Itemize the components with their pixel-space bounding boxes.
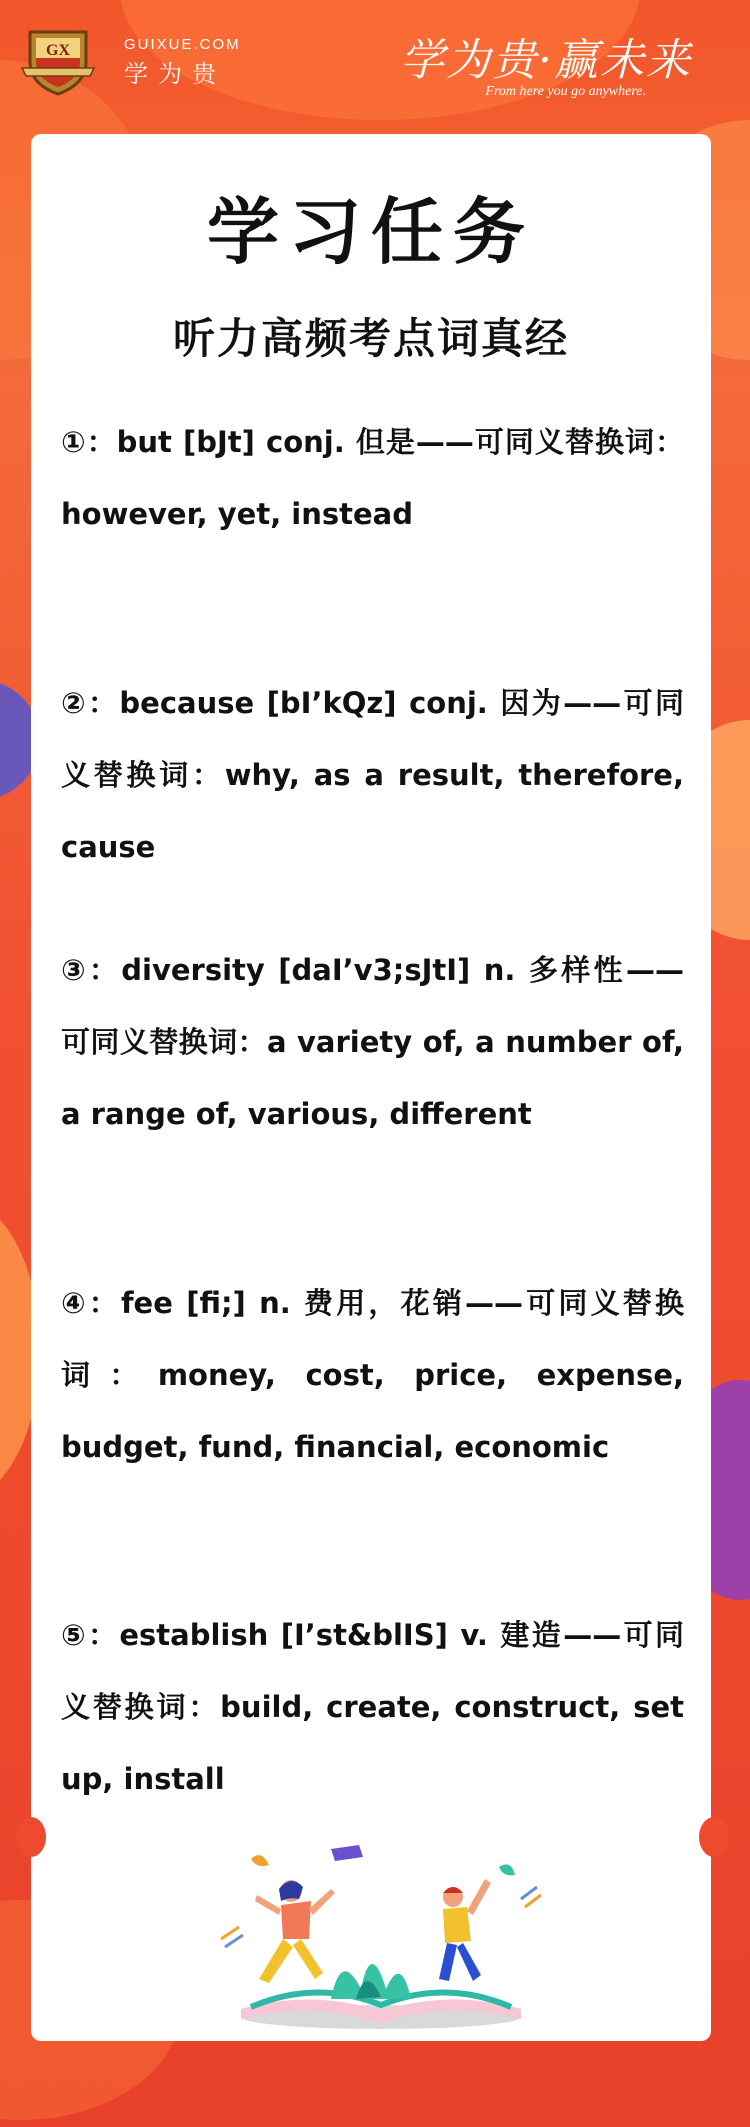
vocab-item: ⑤：establish [I’st&blIS] v. 建造——可同义替换词：build, create, construct, set up, install	[61, 1618, 684, 1796]
vocab-item: ②：because [bI’kQz] conj. 因为——可同义替换词：why, as a result, therefore, cause	[61, 686, 684, 864]
brand-name: 学为贵	[124, 60, 226, 88]
vocab-item: ①：but [bJt] conj. 但是——可同义替换词：however, yet, instead	[61, 425, 684, 531]
card-notch	[699, 1817, 729, 1857]
vocab-item: ③：diversity [daI’v3;sJtI] n. 多样性——可同义替换词：a variety of, a number of, a range of, various, different	[61, 953, 684, 1131]
vocab-item: ④：fee [fi;] n. 费用，花销——可同义替换词：money, cost, price, expense, budget, fund, financial, economic	[61, 1286, 684, 1464]
card-notch	[16, 1817, 46, 1857]
page-title: 学习任务	[206, 190, 535, 274]
page-subtitle: 听力高频考点词真经	[172, 314, 569, 363]
shield-logo-icon[interactable]	[20, 22, 96, 98]
content-card	[31, 134, 711, 2041]
brand-domain: GUIXUE.COM	[124, 36, 241, 53]
slogan-en: From here you go anywhere.	[485, 84, 646, 99]
reading-illustration-icon	[181, 1839, 581, 2034]
svg-text:GX: GX	[46, 42, 70, 59]
slogan: 学为贵·赢未来	[400, 35, 692, 86]
